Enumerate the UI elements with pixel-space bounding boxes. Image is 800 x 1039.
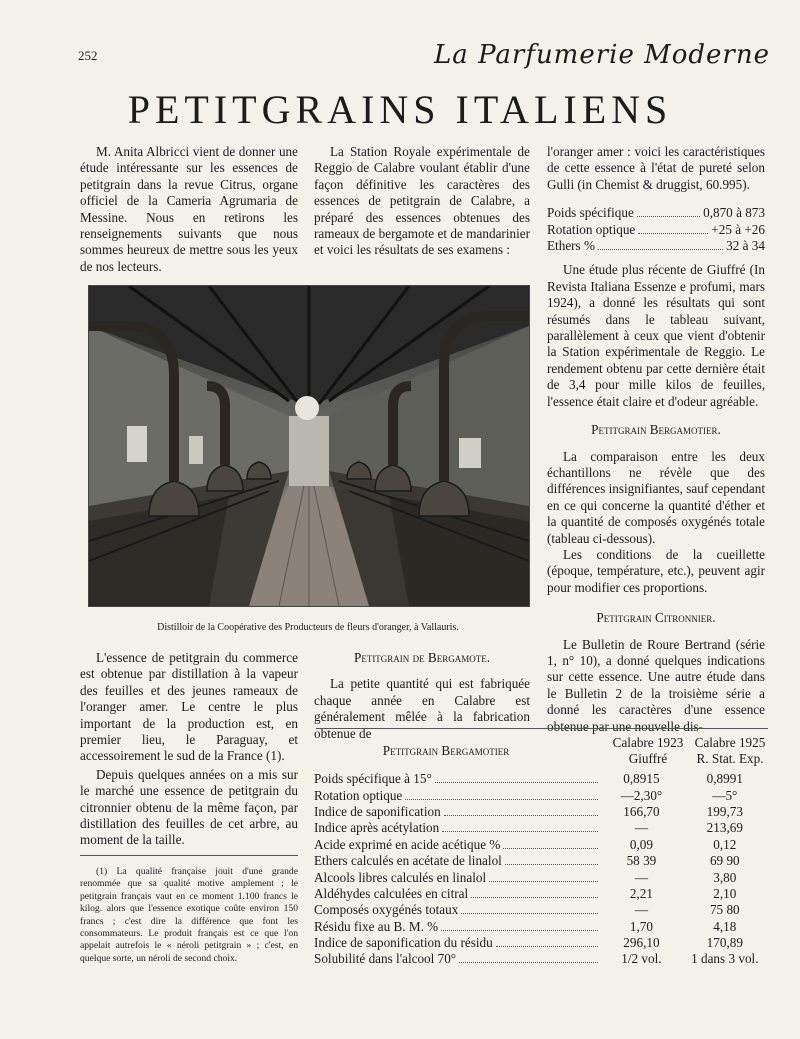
table-row — [314, 919, 768, 935]
row-value-1923: 1,70 — [629, 918, 653, 934]
row-value-1923: — — [634, 820, 649, 836]
row-value-1925: —5° — [712, 787, 738, 803]
col2-intro-paragraph: La Station Royale expérimentale de Reggio de Calabre voulant établir d'une façon définitive les caractères des essences de petitgrain de Calabre, a préparé des essences obtenues des rameaux de bergamote et de mandarinier et voici les résultats de ses examens : — [314, 144, 530, 258]
article-title: PETITGRAINS ITALIENS — [127, 87, 673, 132]
row-value-1925: 1 dans 3 vol. — [691, 951, 759, 967]
row-label: Résidu fixe au B. M. % — [314, 918, 439, 934]
table-row — [314, 853, 768, 869]
row-value-1923: 296,10 — [623, 935, 660, 951]
footnote: (1) La qualité française jouit d'une grande renommée que sa qualité motive amplement ; le petitgrain français vaut en ce moment 1.100 francs le kilog. alors que l'essence exotique coûte environ 150 francs ; c'est dire la différence que font les consommateurs. Le produit français est ce que l'on appelait autrefois le « néroli petitgrain » ; c'est, en quelque sorte, un néroli de second choix. — [80, 865, 298, 964]
property-row: Poids spécifique 0,870 à 873 — [547, 205, 765, 221]
table-row — [314, 837, 768, 853]
row-value-1925: 0,12 — [713, 836, 737, 852]
row-label: Ethers calculés en acétate de linalol — [314, 853, 502, 869]
row-label: Indice de saponification du résidu — [314, 935, 493, 951]
row-value-1923: — — [634, 902, 649, 918]
row-label: Indice après acétylation — [314, 820, 440, 836]
row-value-1923: — — [634, 869, 649, 885]
table-row — [314, 869, 768, 885]
row-label: Alcools libres calculés en linalol — [314, 869, 487, 885]
heading-petitgrain-citronnier: Petitgrain Citronnier. — [596, 610, 716, 626]
row-label: Composés oxygénés totaux — [314, 902, 459, 918]
col3-paragraph-comparison: La comparaison entre les deux échantillons ne révèle que des différences insignifiantes, sauf cependant en ce qui concerne la quantité d'éther et la quantité de composés oxygénés totale (tableau ci-dessous). — [547, 448, 765, 546]
row-value-1923: 1/2 vol. — [621, 951, 662, 967]
table-row — [314, 902, 768, 918]
row-label: Poids spécifique à 15° — [314, 771, 432, 787]
col3-paragraph-conditions: Les conditions de la cueillette (époque, température, etc.), peuvent agir pour modifier ces proportions. — [547, 546, 765, 595]
col3-intro-paragraph: l'oranger amer : voici les caractéristiques de cette essence à l'état de pureté selon Gulli (in Chemist & druggist, 60.995). — [547, 144, 765, 192]
row-label: Indice de saponification — [314, 803, 441, 819]
row-value-1923: —2,30° — [620, 787, 663, 803]
row-label: Aldéhydes calculées en citral — [314, 885, 469, 901]
table-row — [314, 951, 768, 967]
table-row — [314, 787, 768, 803]
col2-paragraph-bergamote: La petite quantité qui est fabriquée chaque année en Calabre est généralement mêlée à la fabrication obtenue de — [314, 676, 530, 741]
row-value-1925: 4,18 — [713, 918, 737, 934]
table-row — [314, 771, 768, 787]
row-value-1925: 213,69 — [706, 820, 743, 836]
footnote-separator — [80, 855, 298, 856]
column-1-lower — [80, 650, 298, 965]
row-value-1923: 166,70 — [623, 803, 660, 819]
row-value-1925: 69 90 — [709, 853, 740, 869]
row-value-1925: 3,80 — [713, 869, 737, 885]
property-row: Rotation optique +25 à +26 — [547, 221, 765, 237]
property-row: Ethers % 32 à 34 — [547, 238, 765, 254]
table-col1-header: Calabre 1923 Giuffré — [612, 735, 684, 766]
bergamotier-table — [316, 728, 768, 968]
col1-intro-paragraph: M. Anita Albricci vient de donner une étude intéressante sur les essences de petitgrain dans la revue Citrus, organe officiel de la Cameria Agrumaria de Messine. Nous en retirons les renseignements suivants que nous sommes heureux de mettre sous les yeux de nos lecteurs. — [80, 144, 298, 274]
table-body — [314, 771, 768, 968]
journal-title: La Parfumerie Moderne — [434, 40, 770, 70]
column-3 — [547, 144, 765, 735]
row-label: Acide exprimé en acide acétique % — [314, 836, 501, 852]
distillery-photo-illustration — [89, 286, 529, 606]
row-value-1925: 2,10 — [713, 885, 737, 901]
row-value-1923: 2,21 — [629, 885, 653, 901]
row-value-1923: 58 39 — [626, 853, 657, 869]
table-title: Petitgrain Bergamotier — [382, 743, 510, 758]
row-value-1925: 0,8991 — [706, 771, 743, 787]
row-value-1923: 0,09 — [629, 836, 653, 852]
properties-list — [547, 205, 765, 254]
page-number: 252 — [78, 48, 98, 63]
row-label: Rotation optique — [314, 787, 403, 803]
photo-caption: Distilloir de la Coopérative des Producteurs de fleurs d'oranger, à Vallauris. — [157, 622, 459, 633]
table-row — [314, 886, 768, 902]
heading-petitgrain-bergamotier: Petitgrain Bergamotier. — [591, 422, 721, 438]
col3-paragraph-giuffre: Une étude plus récente de Giuffré (In Revista Italiana Essenze e profumi, mars 1924), a donné les résultats qui sont résumés dans le tableau suivant, parallèlement à ceux que vient d'obtenir la Station expérimentale de Reggio. Le rendement obtenu par cette dernière était de 3,4 pour mille kilos de feuilles, l'essence était claire et d'odeur agréable. — [547, 262, 765, 409]
col1-paragraph-citronnier: Depuis quelques années on a mis sur le marché une essence de petitgrain du citronnier obtenu de la même façon, par distillation des feuilles de cet arbre, au moment de la taille. — [80, 766, 298, 848]
table-col2-header: Calabre 1925 R. Stat. Exp. — [694, 735, 766, 766]
table-row — [314, 935, 768, 951]
col1-paragraph-production: L'essence de petitgrain du commerce est obtenue par distillation à la vapeur des feuilles et des jeunes rameaux de l'oranger amer. Le centre le plus important de la production est, en premier lieu, le Paraguay, et accessoirement le sud de la France (1). — [80, 650, 298, 764]
distillery-photo — [88, 285, 530, 607]
col3-paragraph-roure: Le Bulletin de Roure Bertrand (série 1, n° 10), a donné quelques indications sur cette essence. Une autre étude dans le Bulletin 2 de la troisième série a donné les caractères d'une essence obtenue par une nouvelle dis- — [547, 636, 765, 734]
row-value-1923: 0,8915 — [623, 771, 660, 787]
row-value-1925: 170,89 — [706, 935, 743, 951]
row-label: Solubilité dans l'alcool 70° — [314, 951, 457, 967]
heading-petitgrain-bergamote: Petitgrain de Bergamote. — [353, 650, 490, 665]
table-row — [314, 820, 768, 836]
row-value-1925: 75 80 — [709, 902, 740, 918]
table-header — [316, 729, 768, 771]
row-value-1925: 199,73 — [706, 803, 743, 819]
table-row — [314, 804, 768, 820]
